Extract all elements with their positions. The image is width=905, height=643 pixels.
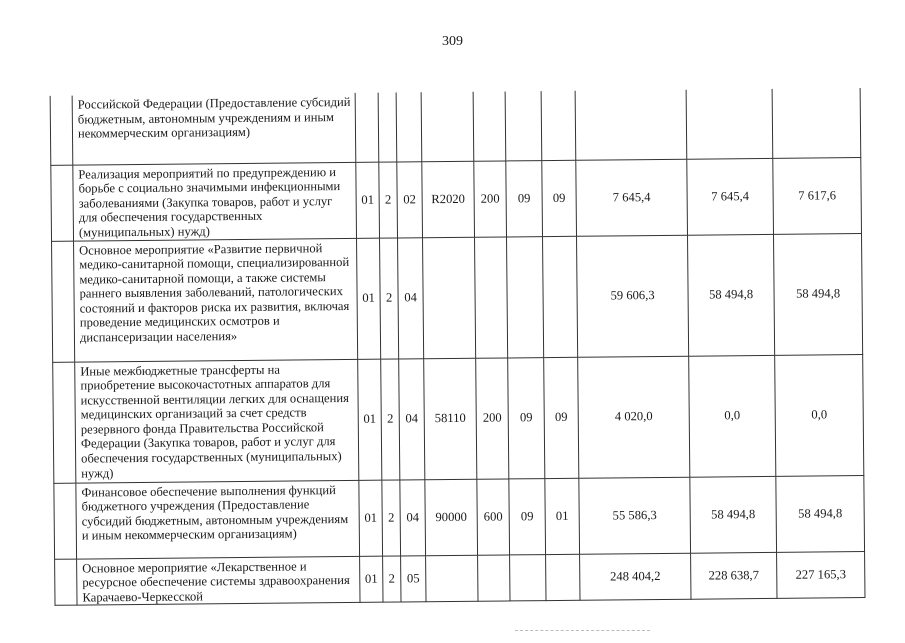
subprogram-code: 2 <box>382 479 401 555</box>
direction-code <box>421 92 474 161</box>
amount-year-2: 228 638,7 <box>691 552 777 600</box>
amount-year-3: 58 494,8 <box>773 233 862 355</box>
direction-code: R2020 <box>422 161 475 237</box>
subsection-code <box>546 554 580 601</box>
table-row <box>55 551 865 606</box>
amount-year-1: 4 020,0 <box>578 356 690 478</box>
event-code: 02 <box>397 161 423 237</box>
subprogram-code: 2 <box>381 358 400 479</box>
amount-year-2 <box>686 89 773 159</box>
indent-cell <box>50 96 73 165</box>
amount-year-1: 55 586,3 <box>579 477 691 554</box>
amount-year-3: 227 165,3 <box>777 551 865 599</box>
event-code: 04 <box>398 237 424 358</box>
expense-type-code <box>473 91 506 160</box>
direction-code: 58110 <box>424 358 477 479</box>
direction-code <box>426 555 478 602</box>
row-name: Реализация мероприятий по предупреждению и борьбе с социально значимыми инфекционными заболеваниями (Закупка товаров, работ и услуг для обеспечения государственных (муниципальных) нужд) <box>73 162 357 241</box>
section-code: 09 <box>508 357 545 478</box>
subsection-code <box>541 91 576 160</box>
subprogram-code: 2 <box>380 237 399 358</box>
indent-cell <box>52 241 75 362</box>
amount-year-2: 0,0 <box>689 355 776 477</box>
indent-cell <box>55 559 77 606</box>
event-code: 04 <box>399 358 425 479</box>
expense-type-code: 200 <box>476 357 509 478</box>
amount-year-2: 7 645,4 <box>687 158 774 235</box>
table-row <box>50 88 861 165</box>
direction-code <box>423 237 476 358</box>
indent-cell <box>53 362 76 483</box>
subprogram-code: 2 <box>383 555 401 602</box>
section-code <box>507 236 544 357</box>
table-row <box>52 233 863 362</box>
program-code: 01 <box>356 162 380 238</box>
row-name: Иные межбюджетные трансферты на приобретение высокочастотных аппаратов для искусственной вентиляции легких для оснащения медицинских организаций за счет средств резервного фонда Правительства Российской Федерации (Закупка товаров, работ и услуг для обеспечения государственных (муниципальных) нужд) <box>75 359 359 483</box>
section-code <box>505 91 542 160</box>
amount-year-2: 58 494,8 <box>690 476 777 553</box>
row-name: Финансовое обеспечение выполнения функций бюджетного учреждения (Предоставление субсидий бюджетным, автономным учреждениям и иным некоммерческим организациям) <box>76 480 360 559</box>
program-code: 01 <box>358 359 382 480</box>
program-code <box>355 93 379 162</box>
row-name: Основное мероприятие «Развитие первичной медико-санитарной помощи, специализированной медико-санитарной помощи, а также системы раннего выявления заболеваний, патологических состояний и факторов риска их развития, включая проведение медицинских осмотров и диспансеризации населения» <box>74 238 358 362</box>
indent-cell <box>51 165 74 241</box>
expense-type-code <box>478 554 510 601</box>
subsection-code: 09 <box>544 357 579 478</box>
amount-year-3: 7 617,6 <box>773 157 862 234</box>
table-row <box>53 354 864 483</box>
program-code: 01 <box>357 238 381 359</box>
subprogram-code: 2 <box>379 162 398 238</box>
section-code <box>510 554 546 601</box>
budget-table <box>50 88 866 606</box>
subsection-code: 01 <box>545 478 580 554</box>
subsection-code: 09 <box>542 160 577 236</box>
program-code: 01 <box>359 480 383 556</box>
expense-type-code: 600 <box>477 478 510 554</box>
indent-cell <box>54 483 77 559</box>
event-code <box>396 92 422 161</box>
subsection-code <box>543 236 578 357</box>
event-code: 05 <box>401 555 426 602</box>
section-code: 09 <box>509 478 546 554</box>
amount-year-3: 58 494,8 <box>776 475 865 552</box>
expense-type-code: 200 <box>474 160 507 236</box>
event-code: 04 <box>400 479 426 555</box>
expense-type-code <box>475 236 508 357</box>
scan-artifact <box>515 630 650 634</box>
amount-year-2: 58 494,8 <box>688 234 775 356</box>
row-name: Основное мероприятие «Лекарственное и ресурсное обеспечение системы здравоохранения Карачаево-Черкесской <box>77 556 360 605</box>
amount-year-3: 0,0 <box>775 354 864 476</box>
section-code: 09 <box>506 160 543 236</box>
direction-code: 90000 <box>425 479 478 555</box>
program-code: 01 <box>360 556 383 603</box>
table-row <box>54 475 865 559</box>
page-number: 309 <box>442 34 463 49</box>
amount-year-1: 7 645,4 <box>576 159 688 236</box>
row-name: Российской Федерации (Предоставление субсидий бюджетным, автономным учреждениям и иным некоммерческим организациям) <box>72 93 356 165</box>
amount-year-1: 248 404,2 <box>580 553 691 601</box>
amount-year-1 <box>575 90 687 160</box>
amount-year-1: 59 606,3 <box>577 235 689 357</box>
subprogram-code <box>378 93 397 162</box>
amount-year-3 <box>772 88 861 158</box>
table-row <box>51 157 862 241</box>
